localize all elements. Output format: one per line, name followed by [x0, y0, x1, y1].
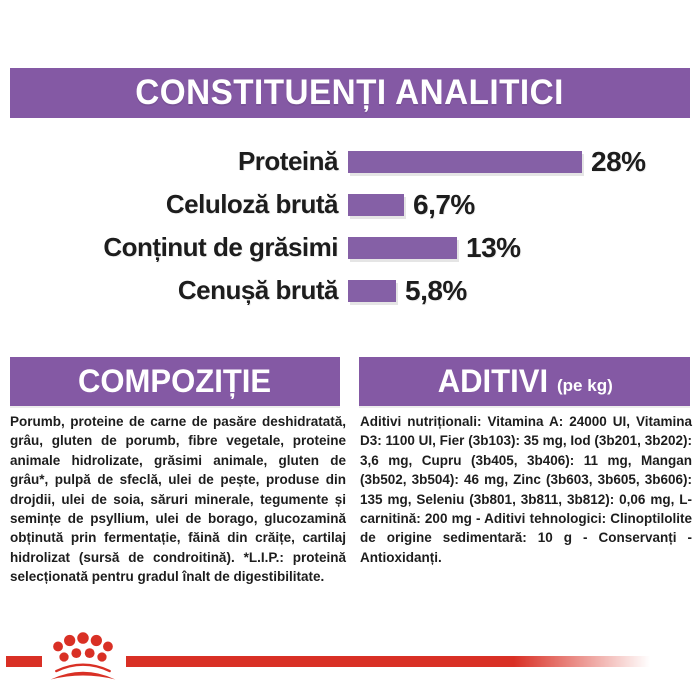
chart-bar — [348, 194, 404, 216]
chart-category-label: Celuloză brută — [165, 189, 338, 219]
additives-header — [359, 357, 690, 406]
chart-category-label: Conținut de grăsimi — [103, 232, 338, 262]
chart-row — [0, 226, 700, 269]
chart-value-label: 6,7% — [413, 188, 475, 220]
royal-canin-crown-icon — [47, 631, 119, 683]
footer-red-dash — [6, 656, 42, 667]
additives-title-suffix: (pe kg) — [557, 375, 613, 395]
chart-bar — [348, 237, 457, 259]
chart-category-label: Cenușă brută — [177, 275, 338, 305]
chart-bar — [348, 280, 396, 302]
page-title: CONSTITUENȚI ANALITICI — [135, 73, 565, 112]
chart-bar — [348, 151, 582, 173]
composition-body-text: Porumb, proteine de carne de pasăre deshidratată, grâu, gluten de porumb, fibre vegetale, proteine animale hidrolizate, grăsimi animale, gluten de grâu*, pulpă de sfeclă, ulei de pește, produse din drojdii, ulei de soia, săruri minerale, tegumente și semințe de psyllium, ulei de borago, glucozamină obținută prin fermentație, făină din crăițe, cartilaj hidrolizat (sursă de condroitină). *L.I.P.: proteină selecționată pentru gradul înalt de digestibilitate. — [10, 414, 346, 585]
analytical-constituents-chart — [0, 140, 700, 312]
additives-title: ADITIVI — [437, 363, 549, 399]
analytical-constituents-header — [10, 68, 690, 118]
chart-value-label: 28% — [591, 145, 646, 177]
chart-row — [0, 183, 700, 226]
chart-row — [0, 140, 700, 183]
chart-row — [0, 269, 700, 312]
chart-category-label: Proteină — [237, 146, 338, 176]
footer-red-stripe — [126, 656, 650, 667]
additives-body-text: Aditivi nutriționali: Vitamina A: 24000 UI, Vitamina D3: 1100 UI, Fier (3b103): 35 mg, Iod (3b201, 3b202): 3,6 mg, Cupru (3b405, 3b406): 11 mg, Mangan (3b502, 3b504): 46 mg, Zinc (3b603, 3b605, 3b606): 135 mg, Seleniu (3b801, 3b811, 3b812): 0,06 mg, L-carnitină: 200 mg - Aditivi tehnologici: Clinoptilolite de origine sedimentară: 10 g - Conservanți - Antioxidanți. — [360, 414, 692, 565]
composition-header — [10, 357, 340, 406]
composition-title: COMPOZIȚIE — [78, 363, 272, 399]
chart-value-label: 13% — [466, 231, 521, 263]
chart-value-label: 5,8% — [405, 274, 467, 306]
